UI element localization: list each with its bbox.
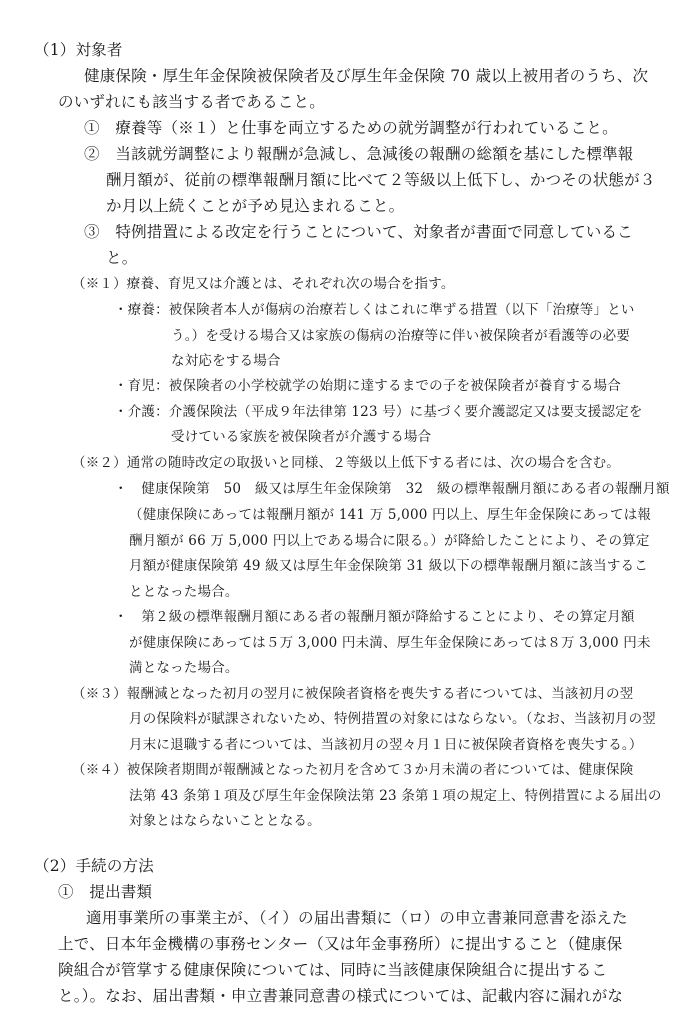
note-2-item: ・ 第２級の標準報酬月額にある者の報酬月額が降給することにより、その算定月額 xyxy=(114,609,635,625)
note-2-item: （健康保険にあっては報酬月額が 141 万 5,000 円以上、厚生年金保険にあっては報 xyxy=(129,507,652,523)
section-2-body-line: 上で、日本年金機構の事務センター（又は年金事務所）に提出すること（健康保 xyxy=(58,935,623,953)
note-2-item: 酬月額が 66 万 5,000 円以上である場合に限る。）が降給したことにより、その算定 xyxy=(129,533,650,549)
note-1-item: ・介護：介護保険法（平成９年法律第 123 号）に基づく要介護認定又は要支援認定を xyxy=(114,404,643,420)
note-2-heading: （※２）通常の随時改定の取扱いと同様、２等級以上低下する者には、次の場合を含む。 xyxy=(72,455,620,471)
condition-item: ① 療養等（※１）と仕事を両立するための就労調整が行われていること。 xyxy=(84,119,618,137)
section-2-body-line: と。）。なお、届出書類・申立書兼同意書の様式については、記載内容に漏れがな xyxy=(58,987,624,1005)
note-1-item: ・療養：被保険者本人が傷病の治療若しくはこれに準ずる措置（以下「治療等」とい xyxy=(114,302,635,318)
section-1-intro-line: のいずれにも該当する者であること。 xyxy=(58,93,325,111)
section-1-heading: （1）対象者 xyxy=(34,41,123,59)
condition-item: ② 当該就労調整により報酬が急減し、急減後の報酬の総額を基にした標準報 xyxy=(84,145,634,163)
note-1-item: う。）を受ける場合又は家族の傷病の治療等に伴い被保険者が看護等の必要 xyxy=(171,328,631,344)
condition-item: と。 xyxy=(106,249,138,267)
section-2-heading: （2）手続の方法 xyxy=(34,857,154,875)
condition-item: 酬月額が、従前の標準報酬月額に比べて２等級以上低下し、かつその状態が３ xyxy=(106,171,656,189)
section-1-intro-line: 健康保険・厚生年金保険被保険者及び厚生年金保険 70 歳以上被用者のうち、次 xyxy=(84,67,649,85)
note-4-line: 対象とはならないこととなる。 xyxy=(129,813,321,829)
note-2-item: が健康保険にあっては５万 3,000 円未満、厚生年金保険にあっては８万 3,000 円未 xyxy=(129,635,651,651)
note-1-item: ・育児：被保険者の小学校就学の始期に達するまでの子を被保険者が養育する場合 xyxy=(114,378,621,394)
note-2-item: 月額が健康保険第 49 級又は厚生年金保険第 31 級以下の標準報酬月額に該当するこ xyxy=(129,558,648,574)
section-2-body-line: 適用事業所の事業主が、（イ）の届出書類に（ロ）の申立書兼同意書を添えた xyxy=(86,909,628,927)
section-2-body-line: 険組合が管掌する健康保険については、同時に当該健康保険組合に提出するこ xyxy=(58,961,608,979)
note-4-line: （※４）被保険者期間が報酬減となった初月を含めて３か月未満の者については、健康保険 xyxy=(72,762,634,778)
note-2-item: ・ 健康保険第 50 級又は厚生年金保険第 32 級の標準報酬月額にある者の報酬月額 xyxy=(114,481,670,497)
note-1-heading: （※１）療養、育児又は介護とは、それぞれ次の場合を指す。 xyxy=(72,276,455,292)
note-2-item: ととなった場合。 xyxy=(129,584,239,600)
note-3-line: 月の保険料が賦課されないため、特例措置の対象にはならない。（なお、当該初月の翌 xyxy=(129,711,657,727)
note-4-line: 法第 43 条第１項及び厚生年金保険法第 23 条第１項の規定上、特例措置による届出の xyxy=(129,788,662,804)
note-1-item: な対応をする場合 xyxy=(171,353,281,369)
section-2-subheading: ① 提出書類 xyxy=(58,883,153,901)
note-1-item: 受けている家族を被保険者が介護する場合 xyxy=(171,429,432,445)
condition-item: ③ 特例措置による改定を行うことについて、対象者が書面で同意しているこ xyxy=(84,223,633,241)
note-3-line: 月末に退職する者については、当該初月の翌々月１日に被保険者資格を喪失する。） xyxy=(129,737,643,753)
note-2-item: 満となった場合。 xyxy=(129,660,239,676)
condition-item: か月以上続くことが予め見込まれること。 xyxy=(106,197,405,215)
note-3-line: （※３）報酬減となった初月の翌月に被保険者資格を喪失する者については、当該初月の翌 xyxy=(72,686,634,702)
